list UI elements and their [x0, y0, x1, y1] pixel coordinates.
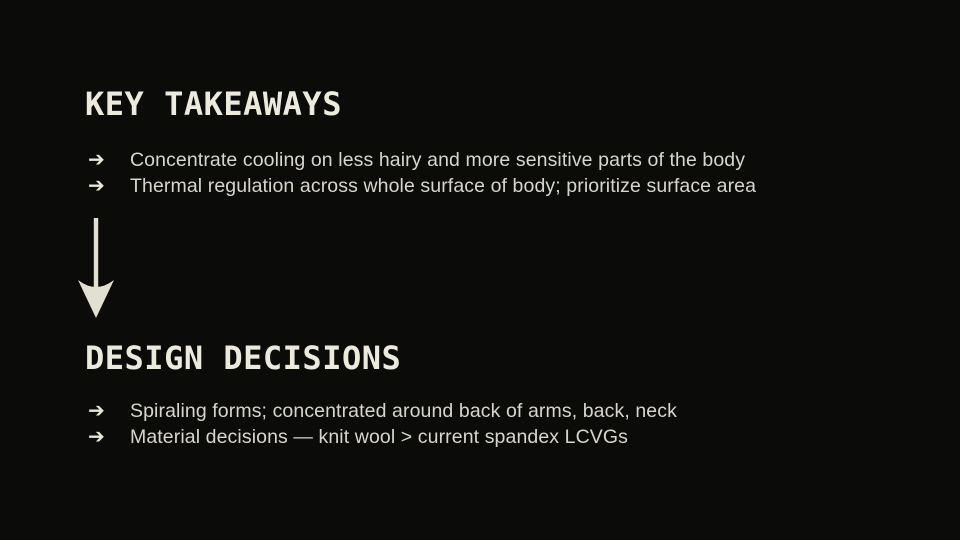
design-decisions-list	[88, 397, 677, 449]
list-item	[88, 423, 677, 449]
bullet-text: Concentrate cooling on less hairy and more sensitive parts of the body	[130, 149, 746, 171]
key-takeaways-list	[88, 146, 756, 198]
arrow-bullet-icon: ➔	[88, 147, 105, 171]
list-item	[88, 146, 756, 172]
list-item	[88, 172, 756, 198]
arrow-bullet-icon: ➔	[88, 424, 105, 448]
arrow-bullet-icon: ➔	[88, 173, 105, 197]
section-title-key-takeaways: KEY TAKEAWAYS	[85, 85, 342, 123]
list-item	[88, 397, 677, 423]
bullet-text: Material decisions — knit wool > current spandex LCVGs	[130, 426, 628, 448]
bullet-text: Spiraling forms; concentrated around back of arms, back, neck	[130, 400, 677, 422]
arrow-bullet-icon: ➔	[88, 398, 105, 422]
section-title-design-decisions: DESIGN DECISIONS	[85, 339, 402, 377]
bullet-text: Thermal regulation across whole surface of body; prioritize surface area	[130, 175, 757, 197]
down-arrow-icon	[77, 218, 115, 318]
